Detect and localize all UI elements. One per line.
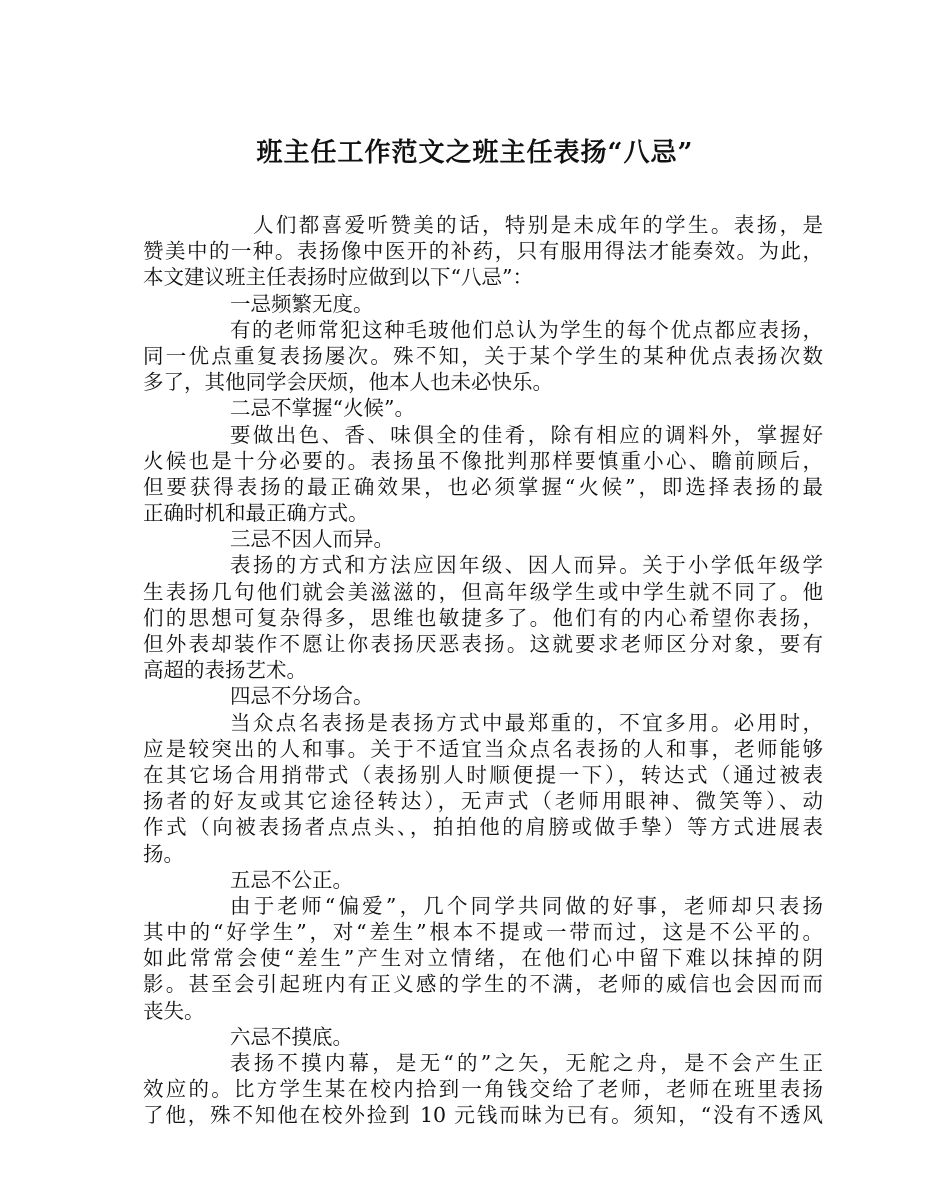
body-line: 多了，其他同学会厌烦，他本人也未必快乐。 [143, 370, 553, 395]
body-line: 火候也是十分必要的。表扬虽不像批判那样要慎重小心、瞻前顾后， [143, 448, 823, 473]
body-line: 当众点名表扬是表扬方式中最郑重的，不宜多用。必用时， [230, 710, 823, 735]
section-heading: 五忌不公正。 [230, 867, 353, 892]
body-line: 由于老师“偏爱”，几个同学共同做的好事，老师却只表扬 [230, 893, 823, 918]
body-line: 本文建议班主任表扬时应做到以下“八忌”： [143, 265, 533, 290]
body-line: 要做出色、香、味俱全的佳肴，除有相应的调料外，掌握好 [230, 422, 823, 447]
body-line: 效应的。比方学生某在校内拾到一角钱交给了老师，老师在班里表扬 [143, 1077, 823, 1102]
body-line: 其中的“好学生”，对“差生”根本不提或一带而过，这是不公平的。 [143, 920, 823, 945]
body-line: 生表扬几句他们就会美滋滋的，但高年级学生或中学生就不同了。他 [143, 579, 823, 604]
body-line: 赞美中的一种。表扬像中医开的补药，只有服用得法才能奏效。为此， [143, 239, 823, 264]
body-line: 应是较突出的人和事。关于不适宜当众点名表扬的人和事，老师能够 [143, 736, 823, 761]
body-line: 人们都喜爱听赞美的话，特别是未成年的学生。表扬，是 [253, 213, 823, 237]
body-line: 高超的表扬艺术。 [143, 658, 307, 683]
body-line: 作式（向被表扬者点点头、，拍拍他的肩膀或做手挚）等方式进展表 [143, 815, 823, 840]
body-line: 了他，殊不知他在校外捡到 10 元钱而昧为已有。须知，“没有不透风 [143, 1103, 823, 1128]
body-line: 表扬不摸内幕，是无“的”之矢，无舵之舟，是不会产生正 [230, 1051, 823, 1075]
section-heading: 六忌不摸底。 [230, 1024, 353, 1049]
body-line: 有的老师常犯这种毛玻他们总认为学生的每个优点都应表扬， [230, 317, 823, 342]
body-line: 丧失。 [143, 998, 205, 1023]
body-line: 但外表却装作不愿让你表扬厌恶表扬。这就要求老师区分对象，要有 [143, 632, 823, 656]
body-line: 正确时机和最正确方式。 [143, 501, 369, 526]
body-line: 表扬的方式和方法应因年级、因人而异。关于小学低年级学 [230, 553, 823, 578]
section-heading: 二忌不掌握“火候”。 [230, 396, 415, 421]
section-heading: 三忌不因人而异。 [230, 527, 394, 552]
body-line: 扬。 [143, 841, 184, 866]
section-heading: 四忌不分场合。 [230, 684, 374, 709]
body-line: 但要获得表扬的最正确效果，也必须掌握“火候”，即选择表扬的最 [143, 474, 823, 499]
body-line: 影。甚至会引起班内有正义感的学生的不满，老师的威信也会因而而 [143, 972, 823, 997]
section-heading: 一忌频繁无度。 [230, 291, 374, 316]
document-body [143, 212, 823, 1129]
body-line: 在其它场合用捎带式（表扬别人时顺便提一下），转达式（通过被表 [143, 762, 823, 787]
body-line: 们的思想可复杂得多，思维也敏捷多了。他们有的内心希望你表扬， [143, 605, 823, 630]
body-line: 如此常常会使“差生”产生对立情绪，在他们心中留下难以抹掉的阴 [143, 946, 823, 971]
document-title: 班主任工作范文之班主任表扬“八忌” [256, 138, 694, 168]
body-line: 扬者的好友或其它途径转达），无声式（老师用眼神、微笑等）、动 [143, 789, 823, 814]
body-line: 同一优点重复表扬屡次。殊不知，关于某个学生的某种优点表扬次数 [143, 343, 823, 368]
